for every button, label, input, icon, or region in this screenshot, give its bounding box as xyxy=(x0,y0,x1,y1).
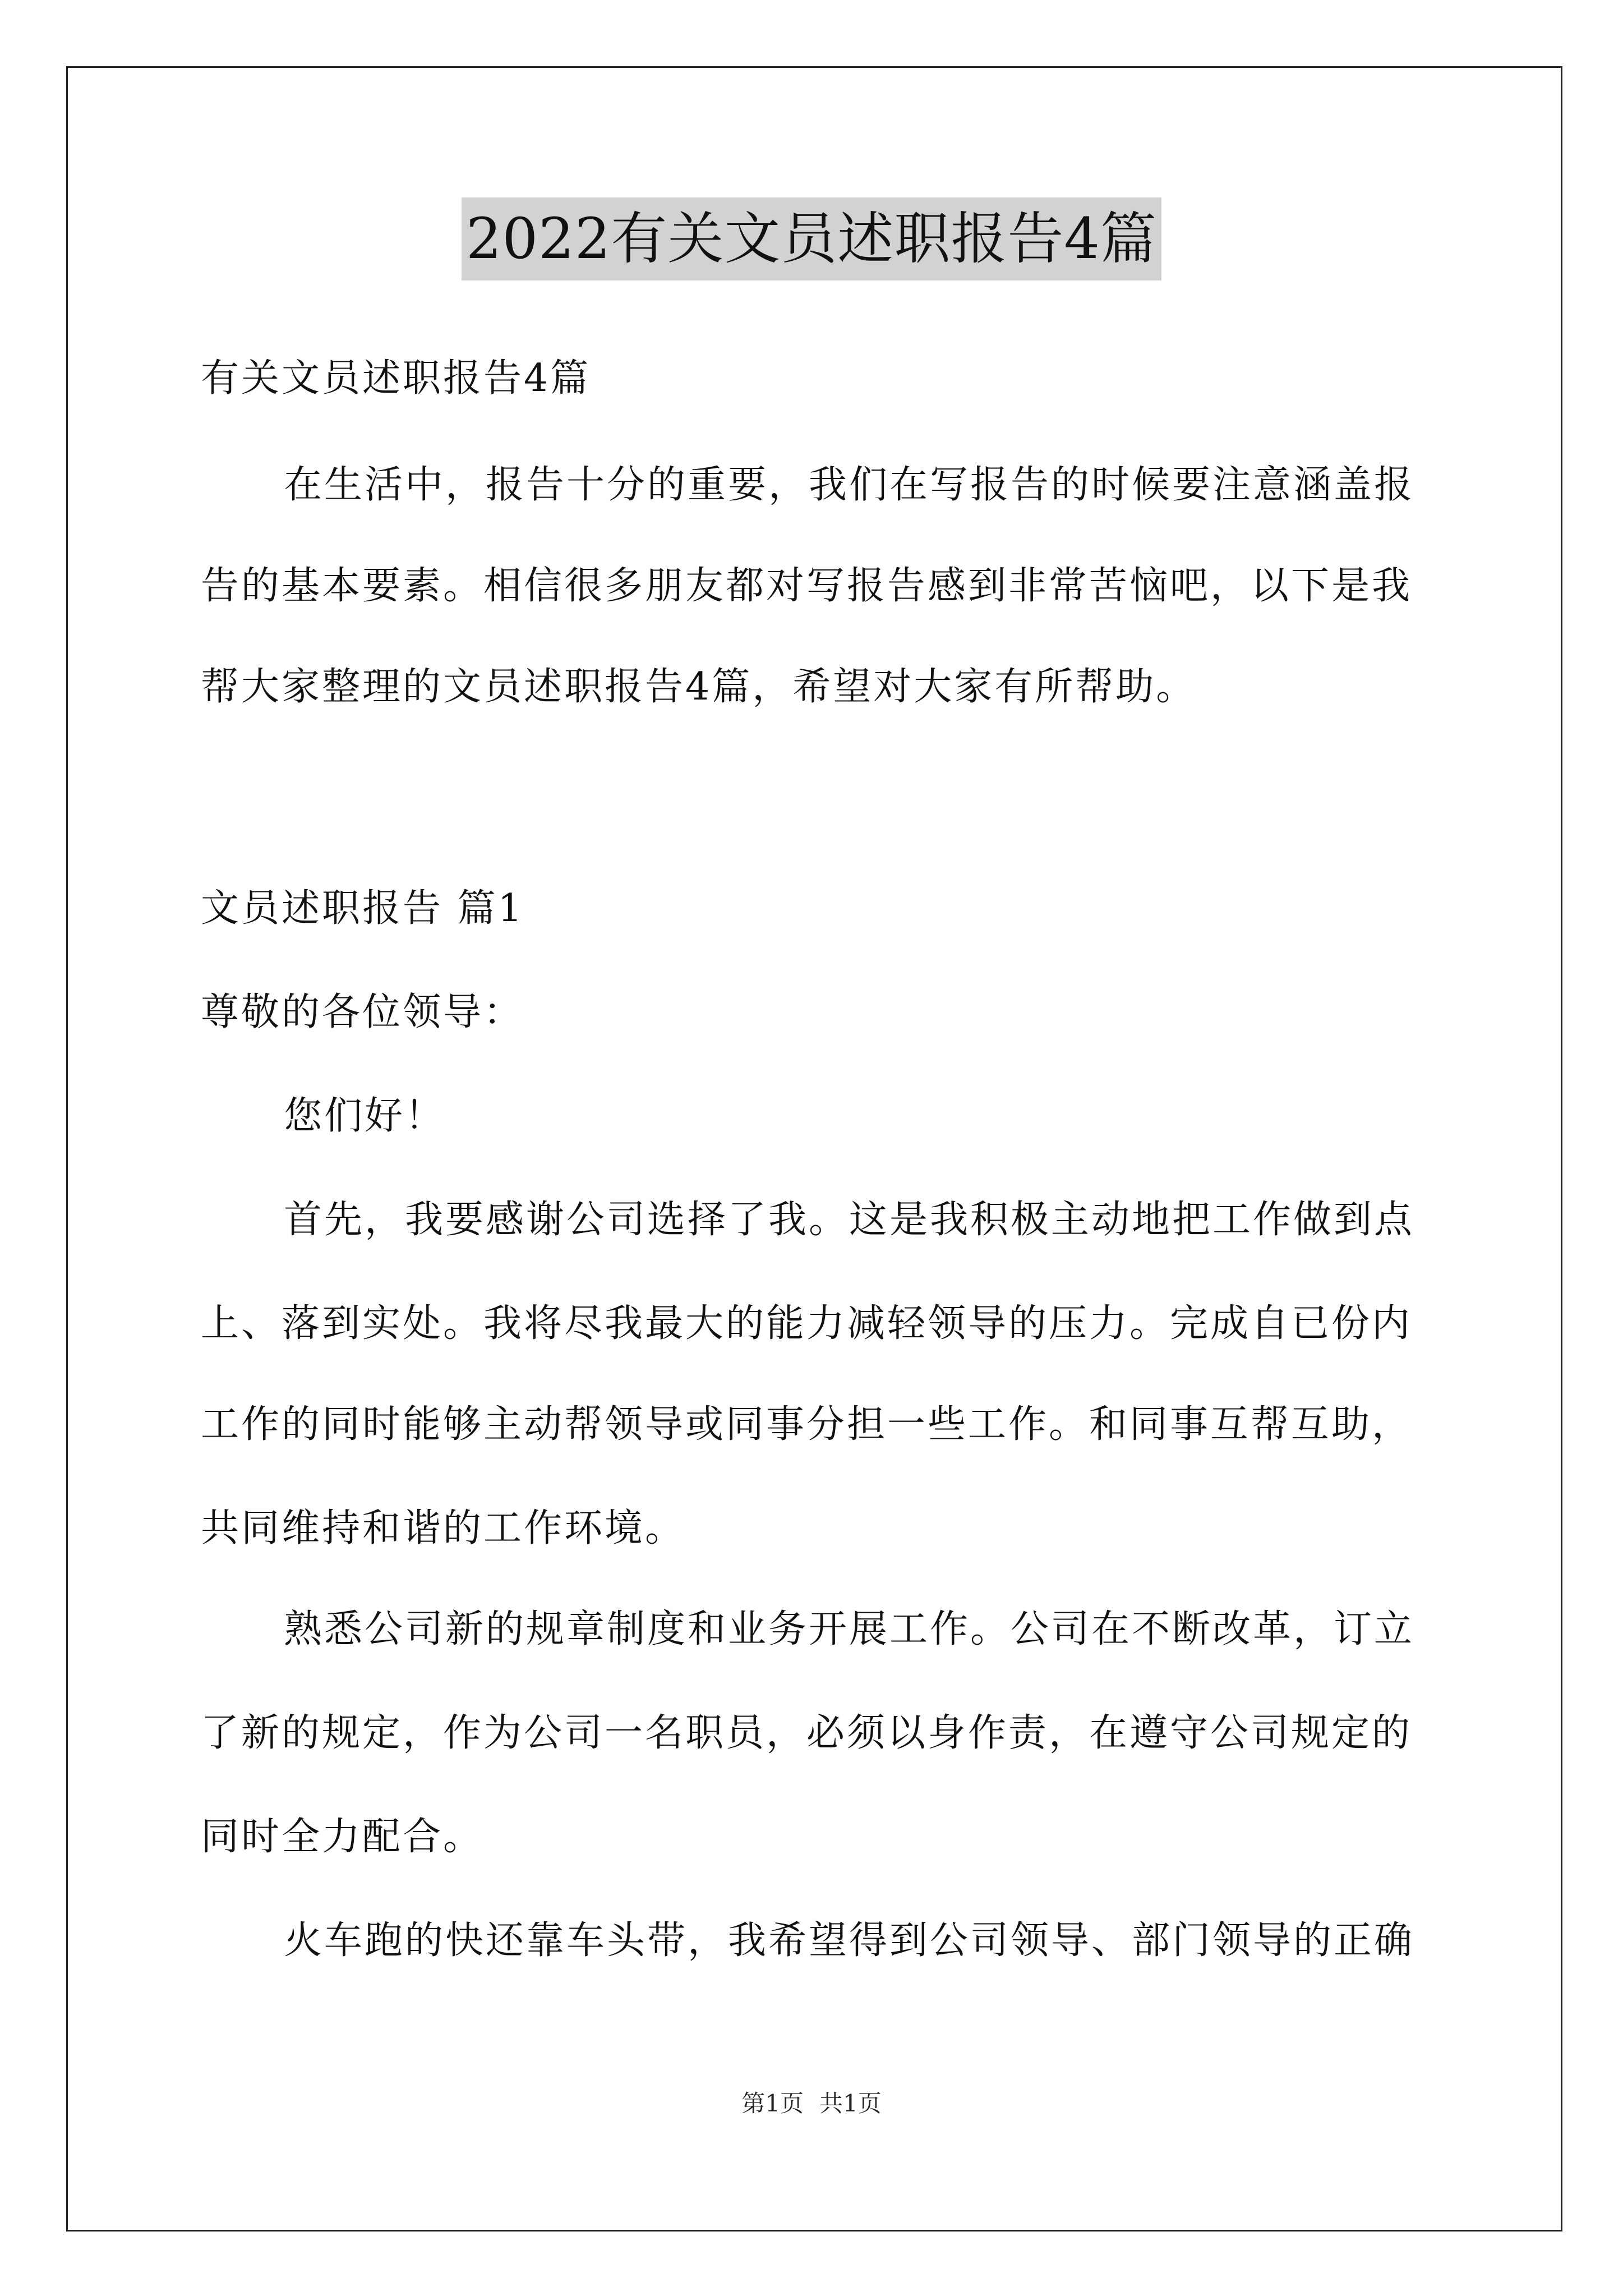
para1-line-4: 共同维持和谐的工作环境。 xyxy=(201,1506,686,1550)
intro-line-1: 在生活中，报告十分的重要，我们在写报告的时候要注意涵盖报 xyxy=(284,463,1415,507)
document-title: 2022有关文员述职报告4篇 xyxy=(462,197,1161,280)
page-footer xyxy=(0,2087,1623,2120)
document-subtitle: 有关文员述职报告4篇 xyxy=(201,356,591,401)
greeting: 您们好！ xyxy=(284,1094,446,1138)
para2-line-2: 了新的规定，作为公司一名职员，必须以身作责，在遵守公司规定的 xyxy=(201,1711,1413,1755)
salutation: 尊敬的各位领导： xyxy=(201,990,524,1034)
para2-line-3: 同时全力配合。 xyxy=(201,1815,484,1859)
para1-line-3: 工作的同时能够主动帮领导或同事分担一些工作。和同事互帮互助， xyxy=(201,1402,1413,1447)
intro-line-2: 告的基本要素。相信很多朋友都对写报告感到非常苦恼吧，以下是我 xyxy=(201,564,1413,608)
title-container xyxy=(0,197,1623,280)
page-total: 共1页 xyxy=(819,2090,882,2117)
para1-line-2: 上、落到实处。我将尽我最大的能力减轻领导的压力。完成自已份内 xyxy=(201,1301,1413,1346)
page-number: 第1页 xyxy=(741,2090,804,2117)
section-heading: 文员述职报告 篇1 xyxy=(201,886,524,931)
para2-line-1: 熟悉公司新的规章制度和业务开展工作。公司在不断改革，订立 xyxy=(284,1607,1415,1651)
intro-line-3: 帮大家整理的文员述职报告4篇，希望对大家有所帮助。 xyxy=(201,665,1197,709)
para1-line-1: 首先，我要感谢公司选择了我。这是我积极主动地把工作做到点 xyxy=(284,1198,1415,1242)
para3-line-1: 火车跑的快还靠车头带，我希望得到公司领导、部门领导的正确 xyxy=(284,1918,1415,1963)
